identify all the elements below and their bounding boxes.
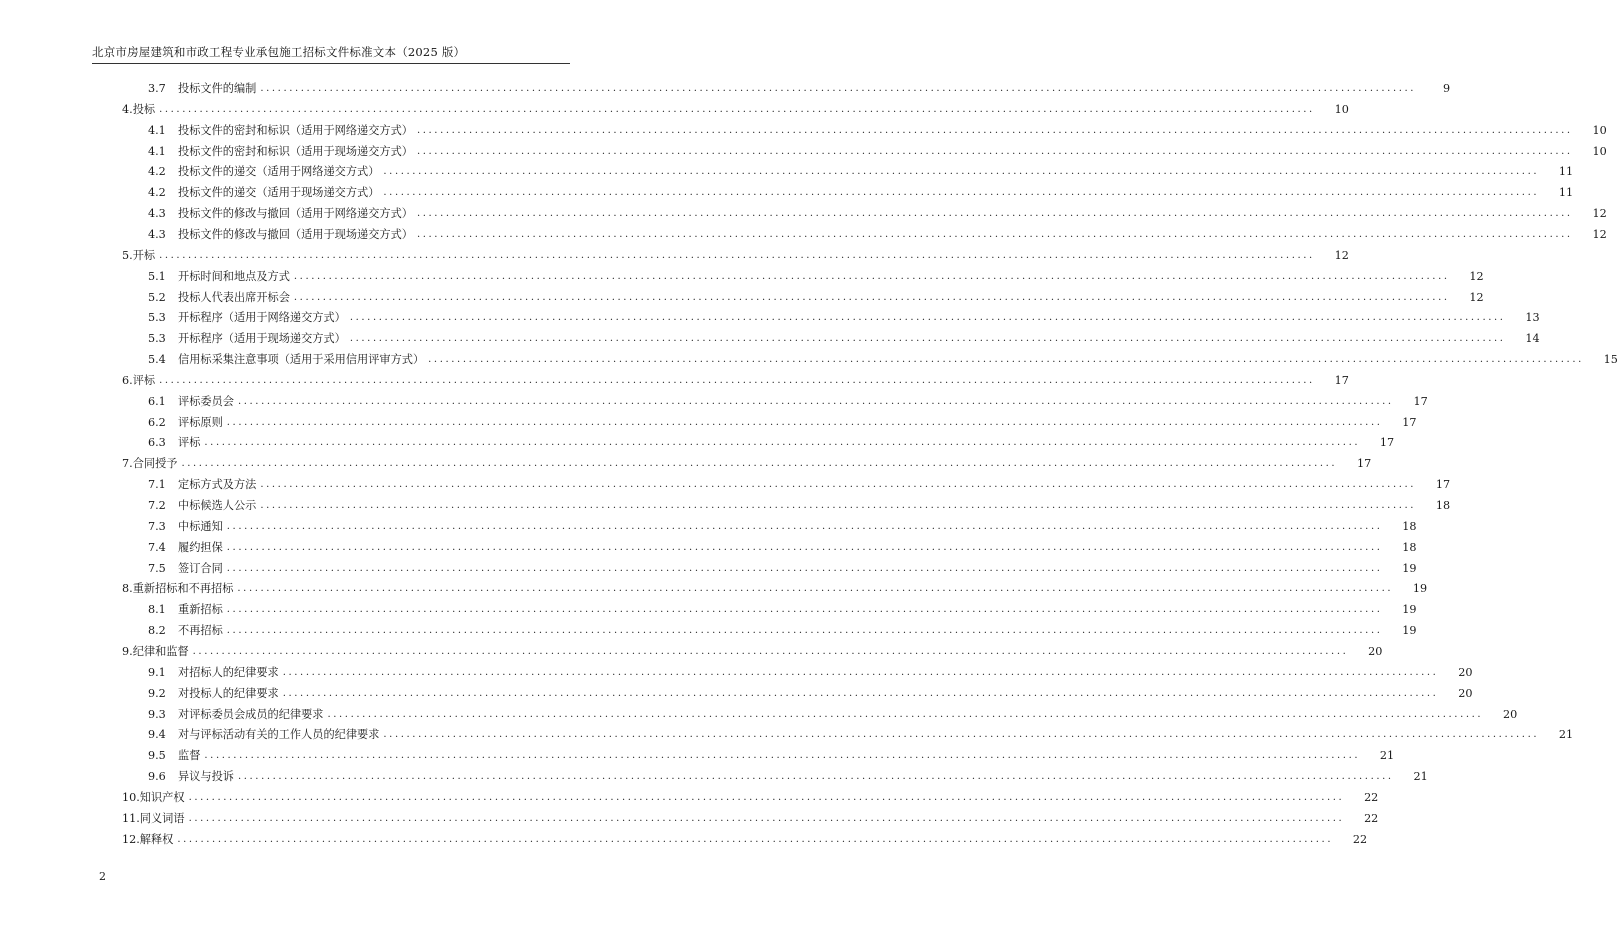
toc-entry-page: 12 — [1469, 269, 1484, 283]
toc-entry-text: 中标候选人公示 — [178, 499, 257, 512]
toc-entry[interactable] — [0, 621, 1417, 641]
toc-entry-page: 18 — [1435, 499, 1451, 512]
toc-dot-leader: ........................................................................................................................................................................................................ — [181, 458, 1338, 470]
toc-entry-title — [0, 725, 379, 745]
toc-entry-title — [0, 142, 413, 162]
toc-entry-number: 9.1 — [148, 665, 166, 679]
toc-entry-text: 信用标采集注意事项（适用于采用信用评审方式） — [178, 353, 425, 367]
toc-entry-number: 4.2 — [148, 165, 166, 179]
toc-entry[interactable] — [0, 538, 1417, 558]
toc-entry-text: 投标文件的修改与撤回（适用于现场递交方式） — [178, 227, 413, 241]
toc-entry-text: 评标原则 — [178, 415, 223, 429]
toc-dot-leader: ........................................................................................................................................................................................................ — [159, 103, 1315, 115]
toc-dot-leader: ........................................................................................................................................................................................................ — [293, 270, 1450, 282]
toc-entry-text: 评标委员会 — [178, 394, 234, 408]
toc-entry-page: 9 — [1442, 82, 1451, 95]
toc-entry-title — [0, 809, 185, 829]
toc-dot-leader: ........................................................................................................................................................................................................ — [416, 208, 1573, 220]
toc-entry[interactable] — [0, 705, 1518, 725]
toc-entry-text: 纪律和监督 — [132, 644, 189, 658]
toc-entry-page: 19 — [1402, 603, 1417, 617]
toc-entry[interactable] — [0, 809, 1379, 829]
toc-entry-number: 7.2 — [148, 499, 166, 512]
toc-entry[interactable] — [0, 121, 1607, 141]
toc-entry-text: 合同授予 — [132, 457, 178, 471]
toc-entry-title — [0, 475, 256, 495]
toc-entry-text: 投标文件的编制 — [178, 82, 257, 95]
toc-entry-title — [0, 288, 290, 308]
toc-entry-number: 5.1 — [148, 269, 166, 283]
toc-dot-leader: ........................................................................................................................................................................................................ — [237, 395, 1394, 407]
toc-entry-text: 知识产权 — [139, 790, 185, 804]
toc-entry-title — [0, 600, 223, 620]
toc-entry-page: 20 — [1458, 686, 1473, 700]
toc-entry-title — [0, 788, 185, 808]
toc-entry-text: 异议与投诉 — [178, 770, 234, 784]
toc-entry-title — [0, 538, 223, 558]
toc-dot-leader: ........................................................................................................................................................................................................ — [260, 479, 1417, 491]
toc-entry[interactable] — [0, 79, 1451, 99]
toc-entry-number: 4.1 — [148, 144, 166, 158]
toc-dot-leader: ........................................................................................................................................................................................................ — [383, 187, 1540, 199]
toc-entry-text: 对投标人的纪律要求 — [178, 686, 279, 700]
toc-entry-text: 签订合同 — [178, 561, 223, 575]
toc-entry-page: 21 — [1379, 749, 1395, 763]
toc-entry-number: 6.1 — [148, 394, 166, 408]
toc-entry[interactable] — [0, 767, 1428, 787]
toc-entry-number: 9.5 — [148, 749, 166, 763]
toc-entry-page: 17 — [1402, 415, 1417, 429]
toc-entry-page: 14 — [1525, 332, 1540, 346]
toc-entry[interactable] — [0, 392, 1428, 412]
toc-entry-text: 不再招标 — [178, 624, 223, 638]
toc-dot-leader: ........................................................................................................................................................................................................ — [226, 520, 1383, 532]
toc-entry[interactable] — [0, 663, 1473, 683]
toc-entry-page: 10 — [1334, 102, 1349, 116]
toc-entry[interactable] — [0, 517, 1417, 537]
toc-entry-title — [0, 100, 155, 120]
toc-entry[interactable] — [0, 496, 1451, 516]
toc-dot-leader: ........................................................................................................................................................................................................ — [237, 583, 1394, 595]
toc-entry-title — [0, 767, 234, 787]
toc-entry-title — [0, 830, 173, 850]
toc-entry[interactable] — [0, 204, 1607, 224]
toc-entry-page: 22 — [1352, 832, 1368, 846]
toc-entry-title — [0, 267, 290, 287]
toc-entry-page: 12 — [1469, 290, 1484, 304]
toc-entry-text: 中标通知 — [178, 519, 223, 533]
toc-entry-title — [0, 204, 413, 224]
toc-entry-number: 5.3 — [148, 311, 166, 325]
toc-entry-page: 11 — [1558, 186, 1574, 200]
toc-dot-leader: ........................................................................................................................................................................................................ — [188, 812, 1345, 824]
toc-entry-title — [0, 121, 413, 141]
toc-dot-leader: ........................................................................................................................................................................................................ — [159, 249, 1315, 261]
toc-entry[interactable] — [0, 559, 1417, 579]
toc-entry-title — [0, 496, 256, 516]
toc-entry-page: 18 — [1402, 540, 1417, 554]
toc-entry-page: 12 — [1592, 207, 1607, 221]
toc-entry[interactable] — [0, 100, 1349, 120]
toc-dot-leader: ........................................................................................................................................................................................................ — [177, 833, 1334, 845]
toc-entry-number: 4.1 — [148, 123, 166, 137]
toc-entry-text: 投标文件的递交（适用于现场递交方式） — [178, 186, 380, 200]
toc-entry-number: 6.3 — [148, 436, 166, 450]
toc-entry-text: 投标文件的密封和标识（适用于现场递交方式） — [178, 144, 413, 158]
toc-entry-title — [0, 433, 200, 453]
toc-dot-leader: ........................................................................................................................................................................................................ — [383, 166, 1540, 178]
running-header: 北京市房屋建筑和市政工程专业承包施工招标文件标准文本（2025 版） — [92, 45, 466, 59]
toc-entry-page: 19 — [1402, 561, 1417, 575]
toc-entry-title — [0, 225, 413, 245]
toc-entry-text: 评标 — [132, 373, 156, 387]
toc-entry-number: 10. — [122, 790, 140, 804]
toc-dot-leader: ........................................................................................................................................................................................................ — [282, 666, 1439, 678]
toc-entry-page: 17 — [1334, 373, 1349, 387]
toc-entry-title — [0, 413, 223, 433]
toc-entry-title — [0, 350, 424, 370]
toc-entry-title — [0, 454, 177, 474]
toc-entry[interactable] — [0, 308, 1540, 328]
toc-entry-text: 投标人代表出席开标会 — [178, 290, 290, 304]
toc-entry-number: 12. — [122, 832, 140, 846]
toc-entry-page: 19 — [1412, 582, 1428, 596]
header-divider — [92, 63, 570, 64]
toc-dot-leader: ........................................................................................................................................................................................................ — [416, 124, 1573, 136]
toc-entry[interactable] — [0, 433, 1395, 453]
toc-entry-page: 18 — [1402, 519, 1417, 533]
toc-entry-text: 对评标委员会成员的纪律要求 — [178, 707, 324, 721]
toc-entry[interactable] — [0, 142, 1607, 162]
toc-entry-number: 9.6 — [148, 770, 166, 784]
toc-entry-text: 同义词语 — [139, 811, 185, 825]
toc-entry-number: 9.4 — [148, 728, 166, 742]
toc-entry-text: 开标程序（适用于现场递交方式） — [178, 332, 346, 346]
toc-entry-number: 7.4 — [148, 540, 166, 554]
toc-dot-leader: ........................................................................................................................................................................................................ — [416, 145, 1573, 157]
toc-entry[interactable] — [0, 413, 1417, 433]
toc-entry-number: 7. — [122, 457, 133, 471]
toc-entry-text: 重新招标和不再招标 — [132, 582, 234, 596]
toc-entry-number: 7.1 — [148, 478, 166, 492]
toc-entry-number: 6.2 — [148, 415, 166, 429]
toc-entry-title — [0, 392, 234, 412]
toc-dot-leader: ........................................................................................................................................................................................................ — [237, 771, 1394, 783]
toc-entry-title — [0, 517, 223, 537]
toc-entry-text: 投标文件的递交（适用于网络递交方式） — [178, 165, 380, 179]
toc-entry-title — [0, 371, 155, 391]
toc-entry[interactable] — [0, 162, 1574, 182]
toc-entry-number: 3.7 — [148, 82, 166, 95]
toc-dot-leader: ........................................................................................................................................................................................................ — [204, 750, 1361, 762]
toc-entry[interactable] — [0, 579, 1428, 599]
toc-entry-number: 8.2 — [148, 624, 166, 638]
toc-entry-number: 7.3 — [148, 519, 166, 533]
toc-dot-leader: ........................................................................................................................................................................................................ — [383, 729, 1540, 741]
toc-entry-number: 5.4 — [148, 353, 166, 367]
toc-entry-page: 12 — [1592, 227, 1607, 241]
toc-entry[interactable] — [0, 183, 1574, 203]
toc-entry-text: 监督 — [178, 749, 201, 763]
toc-dot-leader: ........................................................................................................................................................................................................ — [349, 333, 1506, 345]
toc-entry-number: 8. — [122, 582, 133, 596]
toc-entry[interactable] — [0, 454, 1372, 474]
toc-entry-text: 评标 — [178, 436, 201, 450]
toc-entry[interactable] — [0, 246, 1349, 266]
toc-entry-number: 4.3 — [148, 227, 166, 241]
toc-entry[interactable] — [0, 600, 1417, 620]
toc-entry[interactable] — [0, 350, 1618, 370]
toc-dot-leader: ........................................................................................................................................................................................................ — [293, 291, 1450, 303]
toc-dot-leader: ........................................................................................................................................................................................................ — [188, 791, 1345, 803]
toc-entry-number: 4.2 — [148, 186, 166, 200]
toc-entry-page: 20 — [1502, 707, 1518, 721]
toc-entry-number: 11. — [122, 811, 140, 825]
toc-entry-number: 5.3 — [148, 332, 166, 346]
toc-entry[interactable] — [0, 475, 1451, 495]
toc-entry-text: 履约担保 — [178, 540, 223, 554]
toc-dot-leader: ........................................................................................................................................................................................................ — [327, 708, 1484, 720]
toc-dot-leader: ........................................................................................................................................................................................................ — [282, 687, 1439, 699]
toc-entry-number: 9.2 — [148, 686, 166, 700]
toc-entry-title — [0, 559, 223, 579]
toc-entry-text: 对与评标活动有关的工作人员的纪律要求 — [178, 728, 380, 742]
toc-dot-leader: ........................................................................................................................................................................................................ — [159, 374, 1315, 386]
toc-entry-text: 投标文件的修改与撤回（适用于网络递交方式） — [178, 207, 413, 221]
toc-dot-leader: ........................................................................................................................................................................................................ — [226, 562, 1383, 574]
toc-entry-number: 5.2 — [148, 290, 166, 304]
toc-entry-text: 重新招标 — [178, 603, 223, 617]
toc-entry-title — [0, 162, 379, 182]
toc-entry-page: 10 — [1592, 123, 1607, 137]
toc-entry-number: 7.5 — [148, 561, 166, 575]
toc-entry-text: 对招标人的纪律要求 — [178, 665, 279, 679]
toc-entry-text: 投标文件的密封和标识（适用于网络递交方式） — [178, 123, 413, 137]
toc-entry-text: 开标程序（适用于网络递交方式） — [178, 311, 346, 325]
toc-entry-page: 19 — [1402, 624, 1417, 638]
toc-entry-page: 10 — [1592, 144, 1607, 158]
toc-dot-leader: ........................................................................................................................................................................................................ — [349, 312, 1506, 324]
toc-dot-leader: ........................................................................................................................................................................................................ — [260, 83, 1417, 94]
toc-entry-text: 开标时间和地点及方式 — [178, 269, 290, 283]
toc-entry[interactable] — [0, 830, 1368, 850]
toc-entry-title — [0, 308, 346, 328]
toc-dot-leader: ........................................................................................................................................................................................................ — [428, 354, 1584, 366]
toc-dot-leader: ........................................................................................................................................................................................................ — [226, 625, 1383, 637]
toc-dot-leader: ........................................................................................................................................................................................................ — [226, 541, 1383, 553]
toc-entry-page: 12 — [1334, 248, 1349, 262]
toc-entry-page: 11 — [1558, 165, 1574, 179]
toc-entry[interactable] — [0, 746, 1395, 766]
toc-entry[interactable] — [0, 329, 1540, 349]
toc-entry-page: 21 — [1413, 770, 1428, 784]
toc-entry-number: 4. — [122, 102, 133, 116]
toc-entry[interactable] — [0, 267, 1484, 287]
toc-entry-number: 6. — [122, 373, 133, 387]
toc-entry-number: 8.1 — [148, 603, 166, 617]
toc-entry-text: 解释权 — [139, 832, 174, 846]
toc-entry-title — [0, 684, 279, 704]
toc-entry-number: 9. — [122, 644, 133, 658]
toc-entry-text: 开标 — [132, 248, 156, 262]
toc-entry-title — [0, 642, 189, 662]
toc-dot-leader: ........................................................................................................................................................................................................ — [260, 500, 1417, 511]
toc-entry-title — [0, 579, 233, 599]
toc-entry-title — [0, 183, 379, 203]
page-number: 2 — [99, 870, 106, 883]
toc-entry[interactable] — [0, 684, 1473, 704]
toc-entry-page: 17 — [1435, 478, 1451, 492]
toc-entry-page: 17 — [1379, 436, 1395, 450]
toc-entry-page: 15 — [1603, 353, 1618, 367]
toc-entry-page: 21 — [1558, 728, 1574, 742]
toc-entry-number: 4.3 — [148, 207, 166, 221]
toc-entry-title — [0, 246, 155, 266]
toc-entry-text: 定标方式及方法 — [178, 478, 257, 492]
toc-entry-title — [0, 746, 200, 766]
toc-entry[interactable] — [0, 788, 1379, 808]
toc-dot-leader: ........................................................................................................................................................................................................ — [226, 604, 1383, 616]
toc-dot-leader: ........................................................................................................................................................................................................ — [226, 416, 1383, 428]
toc-entry-page: 20 — [1368, 644, 1383, 658]
toc-entry[interactable] — [0, 225, 1607, 245]
toc-dot-leader: ........................................................................................................................................................................................................ — [416, 228, 1573, 240]
toc-entry-title — [0, 621, 223, 641]
toc-entry-title — [0, 663, 279, 683]
toc-entry-number: 9.3 — [148, 707, 166, 721]
toc-entry-number: 5. — [122, 248, 133, 262]
toc-entry[interactable] — [0, 725, 1574, 745]
toc-dot-leader: ........................................................................................................................................................................................................ — [192, 645, 1349, 657]
toc-entry-title — [0, 329, 346, 349]
toc-entry[interactable] — [0, 371, 1349, 391]
toc-entry-page: 13 — [1525, 311, 1540, 325]
toc-entry-page: 22 — [1364, 811, 1379, 825]
toc-entry-page: 20 — [1458, 665, 1473, 679]
toc-entry[interactable] — [0, 288, 1484, 308]
toc-entry-title — [0, 705, 323, 725]
toc-entry-text: 投标 — [132, 102, 156, 116]
toc-entry-page: 17 — [1356, 457, 1372, 471]
toc-dot-leader: ........................................................................................................................................................................................................ — [204, 437, 1361, 449]
toc-entry[interactable] — [0, 642, 1383, 662]
toc-entry-title — [0, 79, 256, 99]
toc-entry-page: 22 — [1364, 790, 1379, 804]
toc-entry-page: 17 — [1413, 394, 1428, 408]
